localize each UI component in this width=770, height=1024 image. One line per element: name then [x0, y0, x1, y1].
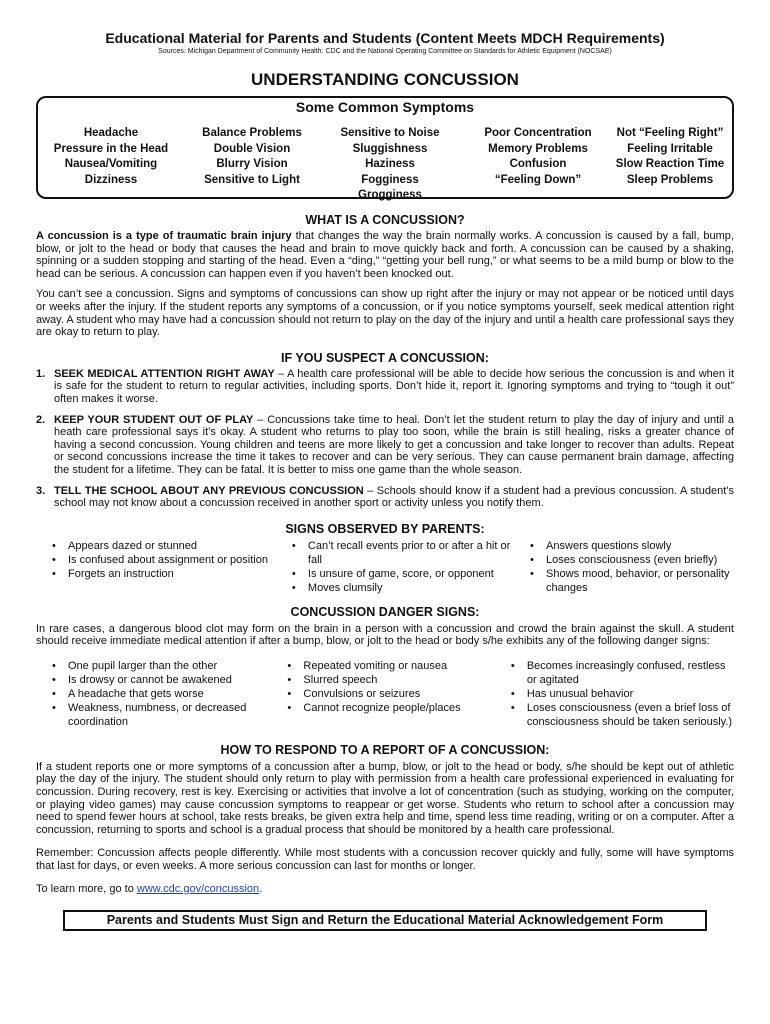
list-item: • Repeated vomiting or nausea	[303, 659, 506, 673]
list-item: • Moves clumsily	[308, 581, 524, 595]
sources-line: Sources: Michigan Department of Community Health. CDC and the National Operating Committee on Standards for Athletic Equipment (NOCSAE)	[158, 48, 612, 55]
learn-more-prefix: To learn more, go to	[36, 882, 137, 895]
symptom-item: Nausea/Vomiting	[64, 158, 158, 170]
item-number: 1.	[36, 367, 46, 380]
acknowledgement-banner: Parents and Students Must Sign and Return the Educational Material Acknowledgement Form	[63, 910, 707, 931]
danger-list	[36, 659, 271, 729]
remember-paragraph: Remember: Concussion affects people differently. While most students with a concussion recover quickly and fully, some will have symptoms that last for days, or even weeks. A more serious concussion can last for months or longer.	[36, 847, 734, 873]
list-item: • Is unsure of game, score, or opponent	[308, 567, 524, 581]
symptom-item: Blurry Vision	[216, 158, 288, 170]
symptom-item: Poor Concentration	[484, 127, 592, 139]
item-number: 2.	[36, 413, 46, 426]
symptom-item: Sluggishness	[352, 142, 428, 155]
item-text	[54, 485, 734, 510]
list-item: • Is confused about assignment or position	[68, 553, 288, 567]
danger-heading: CONCUSSION DANGER SIGNS:	[290, 604, 480, 619]
symptom-item: Double Vision	[213, 142, 291, 155]
what-is-text: that changes the way the brain normally works. A concussion is caused by a fall, bump, blow, or jolt to the head or body that causes the head and brain to move quickly back and forth. A concussion can be caused by a shaking, spinning or a sudden stopping and starting of the head. Even a “ding,” “getting your bell rung,” or what seems to be a mild bump or blow to the head can be serious. A concussion can happen even if you haven’t been knocked out.	[36, 230, 734, 280]
what-is-paragraph	[36, 230, 734, 280]
item-text	[54, 368, 734, 406]
learn-more-line	[36, 883, 734, 896]
list-item: • Loses consciousness (even a brief loss of consciousness should be taken seriously.)	[527, 701, 734, 729]
what-is-heading: WHAT IS A CONCUSSION?	[305, 213, 465, 227]
item-text	[54, 414, 734, 477]
symptom-item: Memory Problems	[488, 142, 588, 155]
danger-list	[507, 659, 734, 729]
item-lead: SEEK MEDICAL ATTENTION RIGHT AWAY	[54, 367, 275, 380]
symptom-item: Dizziness	[84, 173, 138, 186]
symptom-item: “Feeling Down”	[494, 173, 582, 186]
main-title: UNDERSTANDING CONCUSSION	[251, 70, 519, 89]
suspect-item	[36, 368, 734, 406]
suspect-item	[36, 485, 734, 510]
respond-heading: HOW TO RESPOND TO A REPORT OF A CONCUSSION:	[220, 742, 550, 757]
respond-paragraph: If a student reports one or more symptoms of a concussion after a bump, blow, or jolt to the head or body, s/he should be kept out of athletic play the day of the injury. The student should only return to play with permission from a health care professional experienced in evaluating for concussion. During recovery, rest is key. Exercising or activities that involve a lot of concentration (such as studying, working on the computer, or playing video games) may cause concussion symptoms to reappear or get worse. Students who return to school after a concussion may need to spend fewer hours at school, take rests breaks, be given extra help and time, spend less time reading, writing or on a computer. After a concussion, returning to sports and school is a gradual process that should be monitored by a health care professional.	[36, 760, 734, 836]
list-item: • Appears dazed or stunned	[68, 539, 288, 553]
symptom-item: Fogginess	[361, 173, 419, 186]
list-item: • Weakness, numbness, or decreased coordination	[68, 701, 271, 729]
symptom-column	[320, 126, 460, 204]
symptom-item: Headache	[83, 127, 139, 139]
item-lead: KEEP YOUR STUDENT OUT OF PLAY	[54, 413, 254, 426]
list-item: • Convulsions or seizures	[303, 687, 506, 701]
list-item: • Loses consciousness (even briefly)	[546, 553, 734, 567]
symptom-item: Not “Feeling Right”	[616, 127, 724, 139]
list-item: • Becomes increasingly confused, restless or agitated	[527, 659, 734, 687]
list-item: • Cannot recognize people/places	[303, 701, 506, 715]
cdc-link[interactable]: www.cdc.gov/concussion	[136, 882, 260, 895]
suspect-item	[36, 414, 734, 477]
danger-intro: In rare cases, a dangerous blood clot may form on the brain in a person with a concussion and crowd the brain against the skull. A student should receive immediate medical attention if after a bump, blow, or jolt to the head or body s/he exhibits any of the following danger signs:	[36, 622, 734, 648]
list-item: • Can’t recall events prior to or after a hit or fall	[308, 539, 524, 567]
document-title: Educational Material for Parents and Students (Content Meets MDCH Requirements)	[105, 30, 665, 46]
signs-list	[36, 539, 288, 595]
symptom-item: Grogginess	[358, 189, 422, 201]
symptom-item: Balance Problems	[202, 127, 302, 139]
item-lead: TELL THE SCHOOL ABOUT ANY PREVIOUS CONCUSSION	[54, 484, 364, 497]
item-body: – Concussions take time to heal. Don’t let the student return to play the day of injury and until a heath care professional says it’s okay. A student who returns to play too soon, while the brain is still healing, risks a greater chance of having a second concussion. Young children and teens are more likely to get a concussion and take longer to recover than adults. Repeat or second concussions increase the time it takes to recover and can be very serious. They can cause permanent brain damage, affecting the student for a lifetime. They can be fatal. It is better to miss one game than the whole season.	[54, 413, 734, 476]
list-item: • Answers questions slowly	[546, 539, 734, 553]
item-body: – A health care professional will be able to decide how serious the concussion is and when it is safe for the student to return to regular activities, including sports. Don’t hide it, report it. Ignoring symptoms and trying to “tough it out” often makes it worse.	[54, 367, 734, 405]
symptom-column	[41, 126, 181, 188]
symptom-item: Sensitive to Light	[204, 173, 300, 186]
symptom-column	[600, 126, 740, 188]
list-item: • Forgets an instruction	[68, 567, 288, 581]
symptom-item: Sleep Problems	[626, 173, 714, 186]
suspect-heading: IF YOU SUSPECT A CONCUSSION:	[281, 350, 489, 365]
what-is-lead: A concussion is a type of traumatic brain injury	[36, 230, 292, 242]
list-item: • Has unusual behavior	[527, 687, 734, 701]
symptom-column	[468, 126, 608, 188]
list-item: • One pupil larger than the other	[68, 659, 271, 673]
symptom-column	[182, 126, 322, 188]
symptom-item: Feeling Irritable	[627, 142, 713, 155]
item-body: – Schools should know if a student had a previous concussion. A student’s school may not know about a concussion received in another sport or activity unless you notify them.	[54, 484, 734, 510]
danger-list	[271, 659, 506, 729]
learn-more-suffix: .	[259, 882, 263, 895]
list-item: • Is drowsy or cannot be awakened	[68, 673, 271, 687]
list-item: • Slurred speech	[303, 673, 506, 687]
cant-see-paragraph: You can’t see a concussion. Signs and symptoms of concussions can show up right after the injury or may not appear or be noticed until days or weeks after the injury. If the student reports any symptoms of a concussion, or if you notice symptoms yourself, seek medical attention right away. A student who may have had a concussion should not return to play on the day of the injury and until a health care professional says they are okay to return to play.	[36, 288, 734, 339]
symptom-item: Slow Reaction Time	[615, 158, 725, 170]
signs-list	[288, 539, 524, 595]
list-item: • Shows mood, behavior, or personality changes	[546, 567, 734, 595]
item-number: 3.	[36, 484, 46, 497]
list-item: • A headache that gets worse	[68, 687, 271, 701]
symptom-item: Pressure in the Head	[53, 142, 169, 155]
symptom-item: Haziness	[365, 158, 415, 170]
danger-columns	[36, 659, 734, 729]
symptom-item: Confusion	[509, 158, 567, 170]
signs-heading: SIGNS OBSERVED BY PARENTS:	[285, 521, 485, 536]
symptom-item: Sensitive to Noise	[340, 127, 440, 139]
symptoms-title: Some Common Symptoms	[295, 99, 475, 115]
signs-columns	[36, 539, 734, 595]
symptoms-box	[36, 96, 734, 199]
signs-list	[524, 539, 734, 595]
